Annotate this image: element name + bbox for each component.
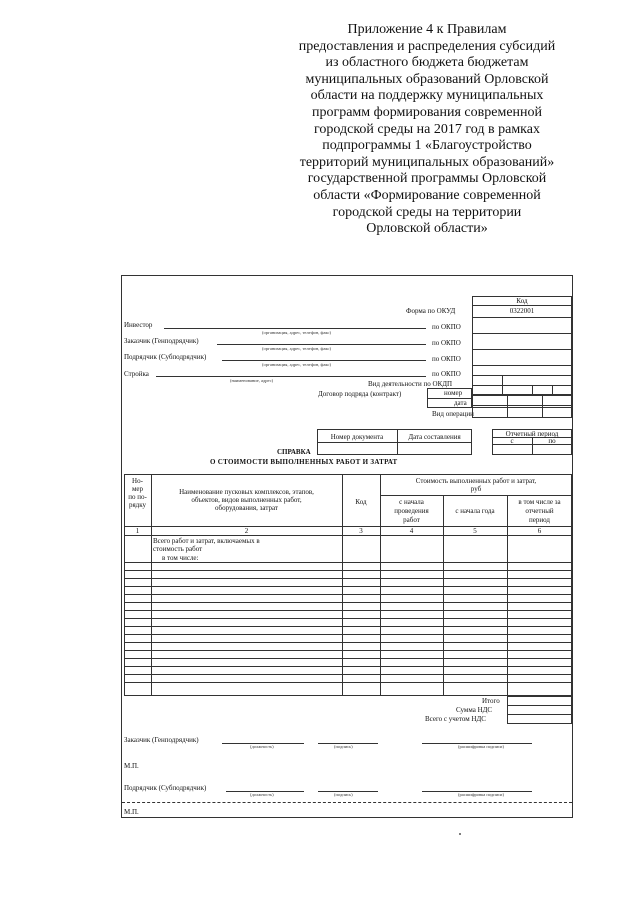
header-line: территорий муниципальных образований» xyxy=(299,154,555,170)
appendix-header xyxy=(262,22,592,238)
stroyka-label: Стройка xyxy=(124,370,149,378)
header-line: муниципальных образований Орловской xyxy=(305,71,549,87)
form-ks3: Код Форма по ОКУД 0322001 Инвестор (организация, адрес, телефон, факс) по ОКПО Заказчик (Генподрядчик) (организация, адрес, телефон, факс) по ОКПО Подрядчик (Субподрядчик) (организация, адрес, телефон, факс) по ОКПО Стройка (наименование, адрес) по ОКПО Вид деятельности по ОКДП Договор подряда (контракт) номер дата Вид операции Номер документа Дата составления Отчетный период с по СПРАВКА О СТОИМОСТИ ВЫПОЛНЕННЫХ РАБОТ И ЗАТРАТ Но- мер по по- рядку Наименование пусковых комплексов, этапов, объектов, видов выполненных работ, оборудования, затрат Код Стоимость выполненных работ и затрат, руб с начала проведения работ с начала года в том числе за отчетный период 1 2 3 4 5 6 Всего работ и затрат, включаемых в стоимость работ в том числе: Итого Сумма НДС Всего с учетом НДС Заказчик (Генподрядчик) (должность) (подпись) (расшифровка подписи) М.П. Подрядчик (Субподрядчик) (должность) (подпись) (расшифровка подписи) М.П. xyxy=(121,275,573,818)
header-line: Орловской области» xyxy=(366,221,488,237)
form-title: СПРАВКА xyxy=(277,448,311,456)
stroyka-field[interactable] xyxy=(156,376,426,377)
doc-date-label: Дата составления xyxy=(408,433,461,441)
form-subtitle: О СТОИМОСТИ ВЫПОЛНЕННЫХ РАБОТ И ЗАТРАТ xyxy=(210,458,398,466)
header-line: государственной программы Орловской xyxy=(307,171,547,187)
header-line: программ формирования современной xyxy=(311,104,543,120)
zakazchik-label: Заказчик (Генподрядчик) xyxy=(124,337,199,345)
sig-zakazchik-label: Заказчик (Генподрядчик) xyxy=(124,736,199,744)
kod-label: Код xyxy=(516,297,528,305)
doc-number-label: Номер документа xyxy=(330,433,384,441)
codes-column xyxy=(472,305,572,395)
okud-value[interactable]: 0322001 xyxy=(509,307,535,315)
header-line: области «Формирование современной xyxy=(313,187,541,203)
investor-label: Инвестор xyxy=(124,321,153,329)
podryadchik-field[interactable] xyxy=(222,360,426,361)
header-line: Приложение 4 к Правилам xyxy=(347,22,507,37)
header-line: подпрограммы 1 «Благоустройство xyxy=(322,138,532,154)
scan-speck xyxy=(459,833,461,835)
header-line: области на поддержку муниципальных xyxy=(310,88,544,104)
row-total-label: Всего работ и затрат, включаемых в xyxy=(153,537,260,545)
header-line: из областного бюджета бюджетам xyxy=(325,55,529,71)
sig-podryadchik-label: Подрядчик (Субподрядчик) xyxy=(124,784,207,792)
header-line: городской среды на 2017 год в рамках xyxy=(314,121,540,137)
podryadchik-label: Подрядчик (Субподрядчик) xyxy=(124,353,207,361)
okud-label: Форма по ОКУД xyxy=(406,307,456,315)
header-line: предоставления и распределения субсидий xyxy=(298,38,556,54)
zakazchik-field[interactable] xyxy=(217,344,426,345)
header-line: городской среды на территории xyxy=(332,204,522,220)
investor-field[interactable] xyxy=(164,328,426,329)
totals-box xyxy=(507,696,572,724)
